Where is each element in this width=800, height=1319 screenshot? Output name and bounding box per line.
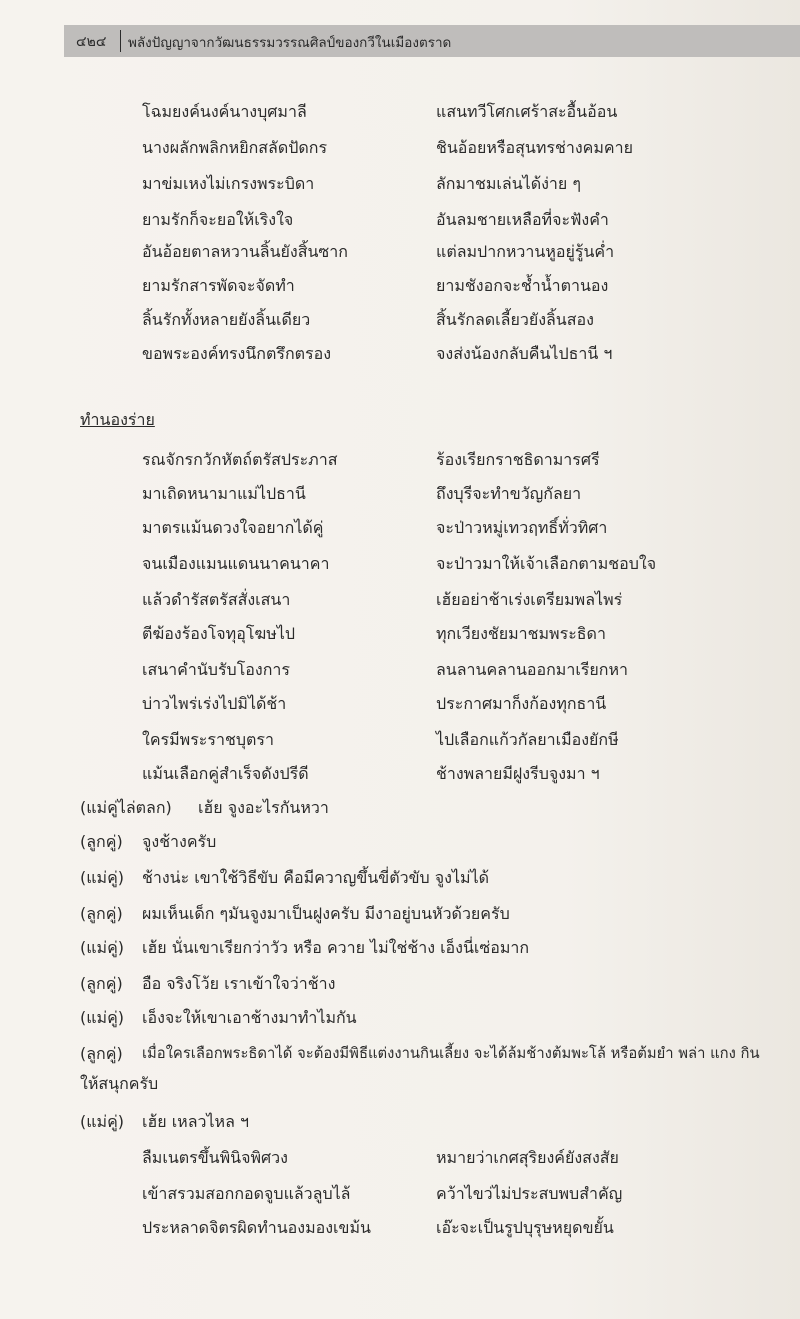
dialogue-line: เอ็งจะให้เขาเอาช้างมาทำไมกัน [142,1008,357,1027]
running-header-title: พลังปัญญาจากวัฒนธรรมวรรณศิลป์ของกวีในเมืองตราด [128,35,452,51]
dialogue-speaker: (ลูกคู่) [80,974,123,993]
dialogue-line: ผมเห็นเด็ก ๆมันจูงมาเป็นฝูงครับ มีงาอยู่บนหัวด้วยครับ [142,904,510,923]
verse-left: ใครมีพระราชบุตรา [142,730,274,749]
verse-right: ชินอ้อยหรือสุนทรช่างคมคาย [436,138,633,157]
verse-right: อันลมชายเหลือที่จะฟังคำ [436,210,609,229]
verse-right: จะป่าวมาให้เจ้าเลือกตามชอบใจ [436,554,657,573]
verse-left: ขอพระองค์ทรงนึกตรึกตรอง [142,344,332,363]
section-heading: ทำนองร่าย [80,410,155,429]
verse-right: เอ๊ะจะเป็นรูปบุรุษหยุดขยั้น [436,1218,614,1237]
verse-left: รณจักรกวักหัตถ์ตรัสประภาส [142,450,338,469]
verse-right: แต่ลมปากหวานหูอยู่รู้นค่ำ [436,242,615,261]
dialogue-line: เฮ้ย จูงอะไรกันหวา [198,798,329,817]
dialogue-speaker: (ลูกคู่) [80,832,123,851]
dialogue-line: เฮ้ย เหลวไหล ฯ [142,1112,249,1131]
verse-left: ยามรักสารพัดจะจัดทำ [142,276,295,295]
dialogue-line: ช้างน่ะ เขาใช้วิธีขับ คือมีควาญขึ้นขี่ตัวขับ จูงไม่ได้ [142,868,490,887]
verse-left: แม้นเลือกคู่สำเร็จดังปรีดี [142,764,309,783]
verse-right: ร้องเรียกราชธิดามารศรี [436,450,600,469]
verse-left: มาตรแม้นดวงใจอยากได้คู่ [142,518,324,537]
verse-right: สิ้นรักลดเลี้ยวยังลิ้นสอง [436,310,594,329]
verse-left: บ่าวไพร่เร่งไปมิได้ช้า [142,694,287,713]
dialogue-speaker: (แม่คู่) [80,868,125,887]
verse-right: ลักมาชมเล่นได้ง่าย ๆ [436,174,581,193]
verse-left: จนเมืองแมนแดนนาคนาคา [142,554,330,573]
verse-left: นางผลักพลิกหยิกสลัดปัดกร [142,138,328,157]
dialogue-speaker: (ลูกคู่) [80,904,123,923]
verse-left: เสนาคำนับรับโองการ [142,660,290,679]
verse-right: ไปเลือกแก้วกัลยาเมืองยักษี [436,730,619,749]
verse-right: จงส่งน้องกลับคืนไปธานี ฯ [436,344,613,363]
dialogue-speaker: (แม่คู่ไล่ตลก) [80,798,172,817]
dialogue-line: จูงช้างครับ [142,832,217,851]
verse-left: แล้วดำรัสตรัสสั่งเสนา [142,590,291,609]
dialogue-speaker: (แม่คู่) [80,938,125,957]
verse-left: อันอ้อยตาลหวานลิ้นยังสิ้นซาก [142,242,348,261]
verse-right: หมายว่าเกศสุริยงค์ยังสงสัย [436,1148,619,1167]
dialogue-line: อือ จริงโว้ย เราเข้าใจว่าช้าง [142,974,336,993]
verse-right: เฮ้ยอย่าช้าเร่งเตรียมพลไพร่ [436,590,623,609]
verse-right: จะป่าวหมู่เทวฤทธิ์ทั่วทิศา [436,518,608,537]
verse-right: ลนลานคลานออกมาเรียกหา [436,660,628,679]
verse-left: ลืมเนตรขึ้นพินิจพิศวง [142,1148,288,1167]
verse-right: แสนทวีโศกเศร้าสะอื้นอ้อน [436,102,618,121]
dialogue-speaker: (แม่คู่) [80,1112,125,1131]
verse-left: ลิ้นรักทั้งหลายยังลิ้นเดียว [142,310,311,329]
dialogue-continuation: ให้สนุกครับ [80,1074,159,1093]
verse-right: ยามชังอกจะช้ำน้ำตานอง [436,276,609,295]
dialogue-line: เฮ้ย นั่นเขาเรียกว่าวัว หรือ ควาย ไม่ใช่ช้าง เอ็งนี่เซ่อมาก [142,938,530,957]
verse-right: ทุกเวียงชัยมาชมพระธิดา [436,624,606,643]
verse-left: โฉมยงค์นงค์นางบุศมาลี [142,102,307,121]
verse-right: ประกาศมาก็งก้องทุกธานี [436,694,607,713]
dialogue-line: เมื่อใครเลือกพระธิดาได้ จะต้องมีพิธีแต่งงานกินเลี้ยง จะได้ล้มช้างต้มพะโล้ หรือต้มยำ พล่า แกง กิน [142,1045,760,1062]
verse-left: ตีฆ้องร้องโจทุอุโฆษไป [142,624,296,643]
verse-right: ช้างพลายมีฝูงรีบจูงมา ฯ [436,764,600,783]
dialogue-speaker: (ลูกคู่) [80,1044,123,1063]
verse-left: เข้าสรวมสอกกอดจูบแล้วลูบไล้ [142,1184,351,1203]
verse-left: มาข่มเหงไม่เกรงพระบิดา [142,174,315,193]
verse-left: ประหลาดจิตรผิดทำนองมองเขม้น [142,1218,371,1237]
page-number: ๔๒๔ [76,34,107,50]
verse-right: ถึงบุรีจะทำขวัญกัลยา [436,484,582,503]
verse-right: คว้าไขว่ไม่ประสบพบสำคัญ [436,1184,623,1203]
dialogue-speaker: (แม่คู่) [80,1008,125,1027]
verse-left: มาเถิดหนามาแม่ไปธานี [142,484,306,503]
verse-left: ยามรักก็จะยอให้เริงใจ [142,210,294,229]
